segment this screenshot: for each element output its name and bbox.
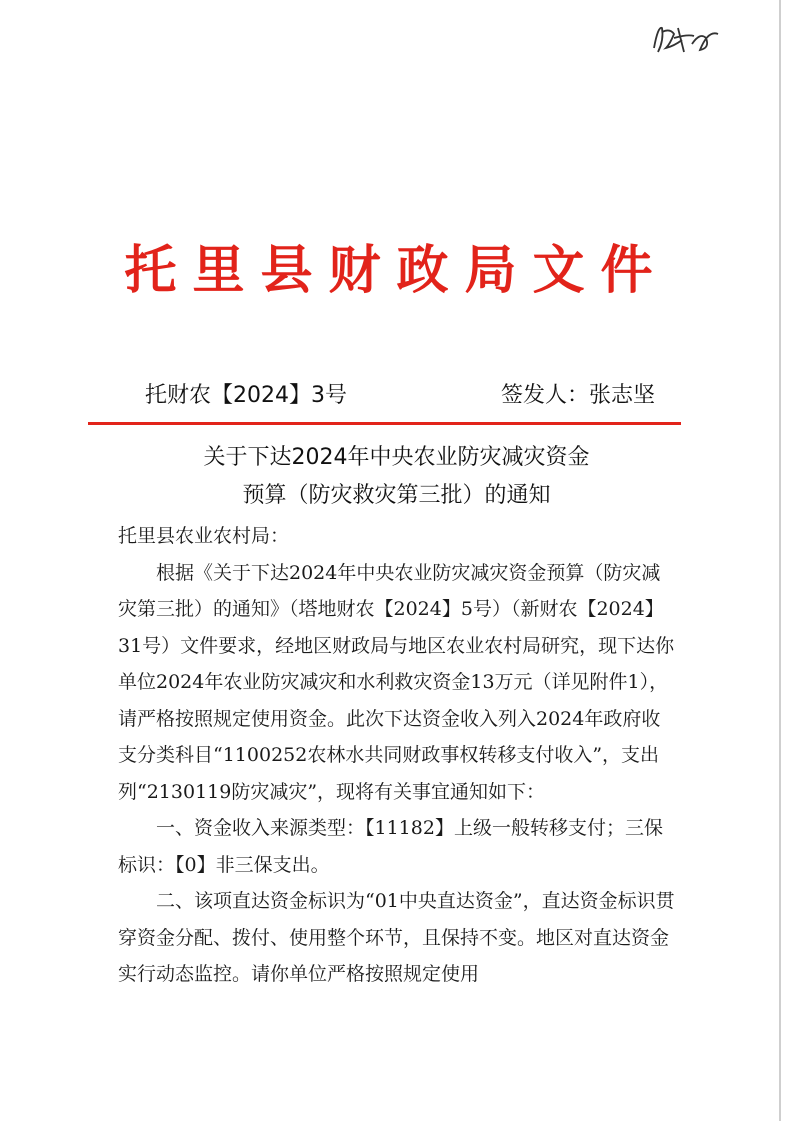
body-paragraph-1: 根据《关于下达2024年中央农业防灾减灾资金预算（防灾减灾第三批）的通知》（塔地财农【2024】5号）（新财农【2024】31号）文件要求，经地区财政局与地区农业农村局研究，现下达你单位2024年农业防灾减灾和水利救灾资金13万元（详见附件1），请严格按照规定使用资金。此次下达资金收入列入2024年政府收支分类科目“1100252农林水共同财政事权转移支付收入”，支出列“2130119防灾减灾”，现将有关事宜通知如下： [118, 561, 675, 803]
document-number: 托财农【2024】3号 [145, 383, 347, 408]
document-header-title: 托里县财政局文件 [124, 240, 669, 301]
handwritten-signature [648, 18, 724, 62]
notice-title-line-1: 关于下达2024年中央农业防灾减灾资金 [203, 445, 590, 470]
scan-edge [779, 0, 781, 1121]
signer: 签发人：张志坚 [500, 383, 655, 408]
body-paragraph-2: 一、资金收入来源类型：【11182】上级一般转移支付；三保标识：【0】非三保支出。 [118, 817, 663, 876]
body-paragraph-3: 二、该项直达资金标识为“01中央直达资金”，直达资金标识贯穿资金分配、拨付、使用整个环节，且保持不变。地区对直达资金实行动态监控。请你单位严格按照规定使用 [118, 890, 675, 985]
addressee: 托里县农业农村局： [118, 525, 290, 547]
notice-title-line-2: 预算（防灾救灾第三批）的通知 [242, 483, 551, 508]
meta-row [125, 378, 655, 412]
document-body [118, 518, 678, 993]
red-divider [88, 422, 681, 425]
